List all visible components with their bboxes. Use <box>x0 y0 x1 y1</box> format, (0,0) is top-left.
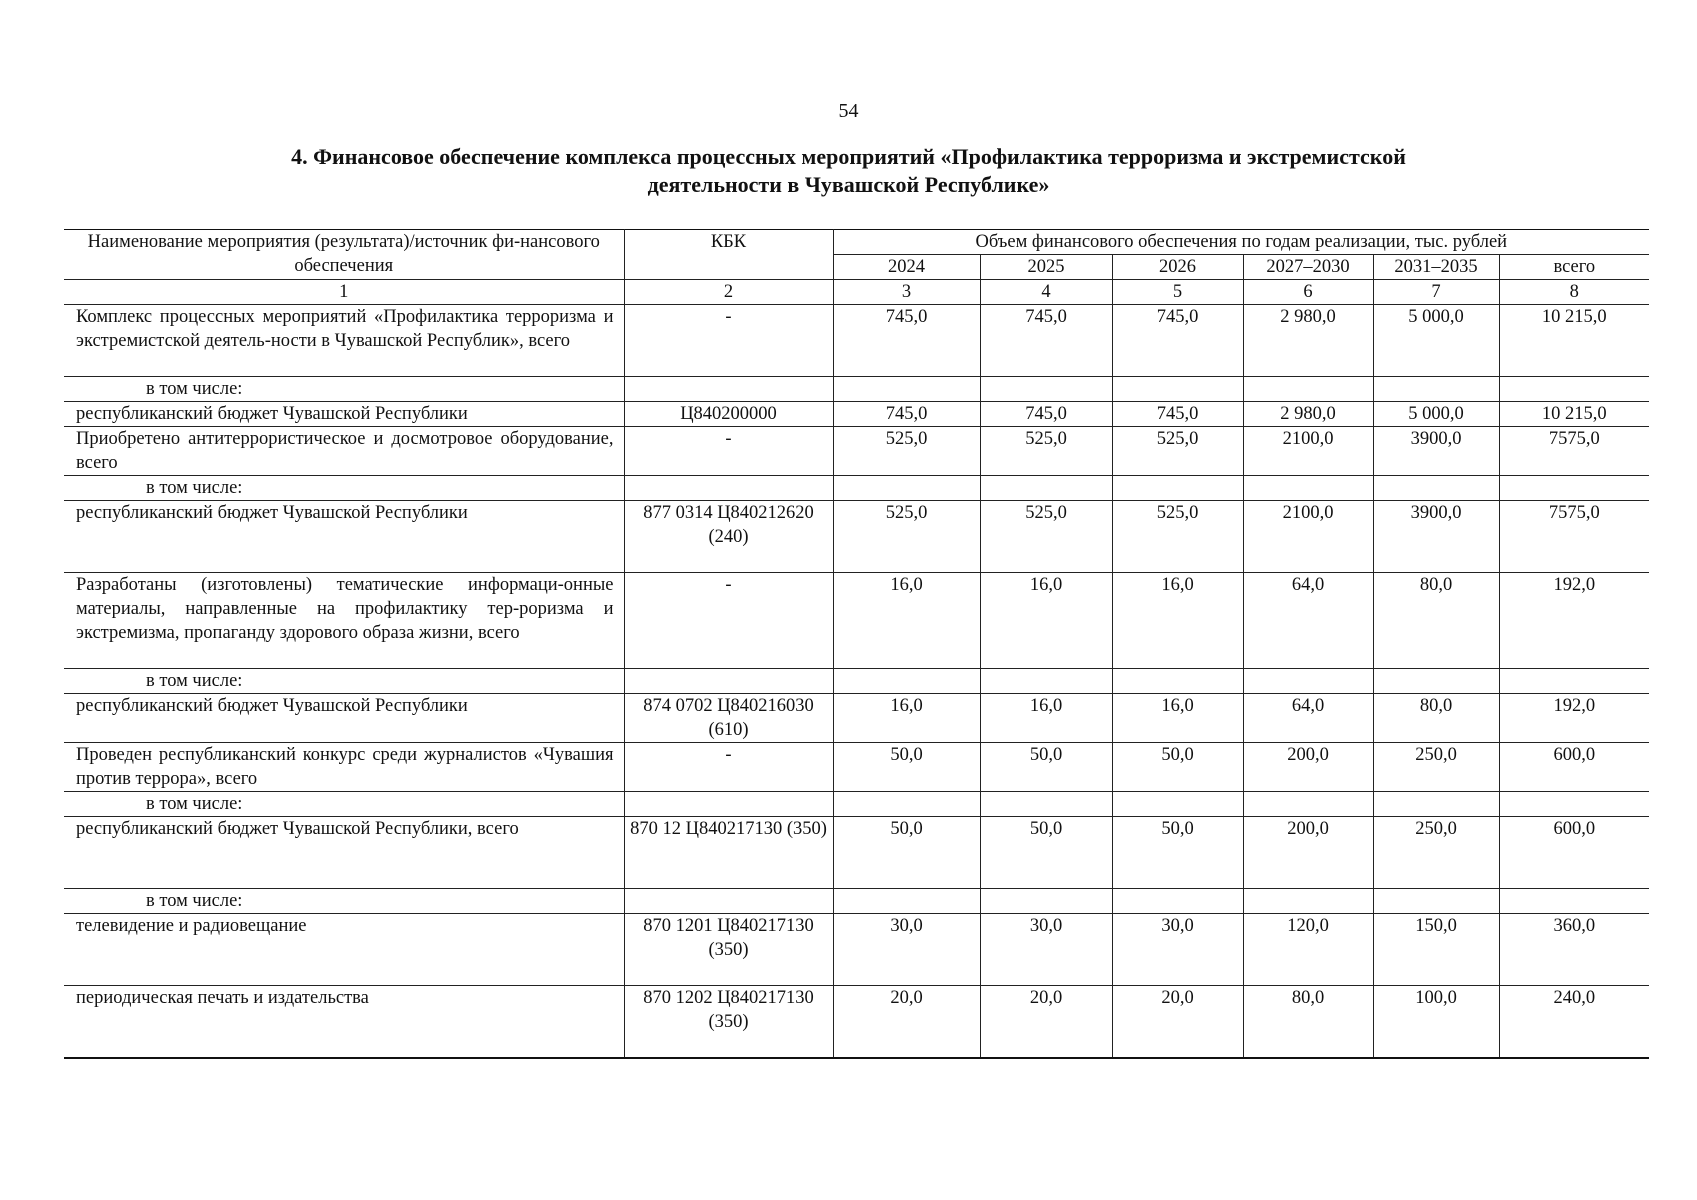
row-name: телевидение и радиовещание <box>64 914 624 986</box>
row-value: 3900,0 <box>1373 501 1499 573</box>
row-value <box>1373 377 1499 402</box>
row-value: 745,0 <box>980 402 1112 427</box>
row-value: 30,0 <box>833 914 980 986</box>
row-value: 192,0 <box>1499 694 1649 743</box>
row-value: 5 000,0 <box>1373 402 1499 427</box>
row-value: 525,0 <box>833 501 980 573</box>
table-row <box>64 889 1649 914</box>
row-value: 525,0 <box>1112 501 1243 573</box>
row-value <box>1373 669 1499 694</box>
row-value <box>1499 377 1649 402</box>
row-value: 2 980,0 <box>1243 402 1373 427</box>
header-year: 2024 <box>833 255 980 280</box>
row-value <box>980 889 1112 914</box>
document-title <box>100 143 1597 199</box>
row-subheading: в том числе: <box>64 377 624 402</box>
column-number: 7 <box>1373 280 1499 305</box>
row-kbk <box>624 792 833 817</box>
column-number: 2 <box>624 280 833 305</box>
row-value: 200,0 <box>1243 817 1373 889</box>
table-row <box>64 427 1649 476</box>
row-value <box>980 476 1112 501</box>
row-kbk <box>624 669 833 694</box>
table-row <box>64 573 1649 669</box>
row-value: 120,0 <box>1243 914 1373 986</box>
row-value <box>1243 792 1373 817</box>
row-kbk: 870 1201 Ц840217130 (350) <box>624 914 833 986</box>
column-number: 5 <box>1112 280 1243 305</box>
row-value <box>1112 889 1243 914</box>
row-value <box>1373 889 1499 914</box>
row-value: 64,0 <box>1243 573 1373 669</box>
row-value: 10 215,0 <box>1499 402 1649 427</box>
row-value: 192,0 <box>1499 573 1649 669</box>
row-value: 525,0 <box>980 427 1112 476</box>
row-name: республиканский бюджет Чувашской Республики <box>64 501 624 573</box>
table-row <box>64 501 1649 573</box>
table-row <box>64 402 1649 427</box>
row-name: Разработаны (изготовлены) тематические информаци-онные материалы, направленные на профилактику тер-роризма и экстремизма, пропаганду здорового образа жизни, всего <box>64 573 624 669</box>
row-subheading: в том числе: <box>64 792 624 817</box>
row-value <box>1112 792 1243 817</box>
column-number: 6 <box>1243 280 1373 305</box>
row-value <box>833 792 980 817</box>
row-value: 80,0 <box>1243 986 1373 1058</box>
header-year: 2025 <box>980 255 1112 280</box>
row-subheading: в том числе: <box>64 889 624 914</box>
row-value <box>1243 889 1373 914</box>
row-value <box>1112 669 1243 694</box>
row-value <box>1243 377 1373 402</box>
table-row <box>64 914 1649 986</box>
row-kbk: 870 1202 Ц840217130 (350) <box>624 986 833 1058</box>
row-value: 16,0 <box>980 573 1112 669</box>
page-number: 54 <box>838 100 859 122</box>
row-kbk: - <box>624 573 833 669</box>
header-volume: Объем финансового обеспечения по годам реализации, тыс. рублей <box>833 230 1649 255</box>
table-row <box>64 305 1649 377</box>
row-value: 80,0 <box>1373 694 1499 743</box>
row-value: 50,0 <box>1112 743 1243 792</box>
table-row <box>64 694 1649 743</box>
row-name: Проведен республиканский конкурс среди журналистов «Чувашия против террора», всего <box>64 743 624 792</box>
table-row <box>64 792 1649 817</box>
row-value: 745,0 <box>833 402 980 427</box>
title-line-1: 4. Финансовое обеспечение комплекса процессных мероприятий «Профилактика терроризма и экстремистской <box>291 144 1406 169</box>
row-value: 3900,0 <box>1373 427 1499 476</box>
row-value: 50,0 <box>833 743 980 792</box>
row-value: 7575,0 <box>1499 501 1649 573</box>
header-name: Наименование мероприятия (результата)/источник фи-нансового обеспечения <box>64 230 624 280</box>
row-name: Комплекс процессных мероприятий «Профилактика терроризма и экстремистской деятель-ности в Чувашской Республик», всего <box>64 305 624 377</box>
row-value: 525,0 <box>980 501 1112 573</box>
column-number: 1 <box>64 280 624 305</box>
row-value: 20,0 <box>980 986 1112 1058</box>
row-value: 525,0 <box>833 427 980 476</box>
table-body <box>64 305 1649 1058</box>
column-number: 3 <box>833 280 980 305</box>
header-year: 2031–2035 <box>1373 255 1499 280</box>
row-value: 360,0 <box>1499 914 1649 986</box>
row-value: 16,0 <box>1112 573 1243 669</box>
row-value: 20,0 <box>833 986 980 1058</box>
row-value: 64,0 <box>1243 694 1373 743</box>
row-value: 600,0 <box>1499 743 1649 792</box>
table-row <box>64 817 1649 889</box>
row-value <box>1243 476 1373 501</box>
row-kbk: 874 0702 Ц840216030 (610) <box>624 694 833 743</box>
table-row <box>64 476 1649 501</box>
row-kbk <box>624 889 833 914</box>
row-kbk: 877 0314 Ц840212620 (240) <box>624 501 833 573</box>
row-value <box>1499 476 1649 501</box>
row-value: 100,0 <box>1373 986 1499 1058</box>
row-value: 745,0 <box>980 305 1112 377</box>
row-value: 250,0 <box>1373 817 1499 889</box>
row-value: 600,0 <box>1499 817 1649 889</box>
row-value <box>833 377 980 402</box>
row-value: 5 000,0 <box>1373 305 1499 377</box>
row-value: 50,0 <box>833 817 980 889</box>
row-value: 2100,0 <box>1243 501 1373 573</box>
row-value <box>1112 476 1243 501</box>
row-value <box>1112 377 1243 402</box>
row-value: 525,0 <box>1112 427 1243 476</box>
row-value <box>833 889 980 914</box>
row-value: 50,0 <box>980 743 1112 792</box>
row-value: 7575,0 <box>1499 427 1649 476</box>
row-value: 16,0 <box>980 694 1112 743</box>
row-kbk: Ц840200000 <box>624 402 833 427</box>
row-value: 200,0 <box>1243 743 1373 792</box>
row-value <box>1499 669 1649 694</box>
row-name: Приобретено антитеррористическое и досмотровое оборудование, всего <box>64 427 624 476</box>
row-value <box>980 669 1112 694</box>
row-name: республиканский бюджет Чувашской Республики <box>64 694 624 743</box>
row-value <box>1499 792 1649 817</box>
column-number: 4 <box>980 280 1112 305</box>
row-value: 2 980,0 <box>1243 305 1373 377</box>
row-value: 20,0 <box>1112 986 1243 1058</box>
table-row <box>64 743 1649 792</box>
header-row-1 <box>64 230 1649 255</box>
header-year: 2027–2030 <box>1243 255 1373 280</box>
row-subheading: в том числе: <box>64 669 624 694</box>
row-kbk: - <box>624 427 833 476</box>
row-value: 16,0 <box>1112 694 1243 743</box>
header-year: всего <box>1499 255 1649 280</box>
column-number: 8 <box>1499 280 1649 305</box>
row-value: 16,0 <box>833 573 980 669</box>
row-value: 240,0 <box>1499 986 1649 1058</box>
row-value <box>1373 476 1499 501</box>
row-name: периодическая печать и издательства <box>64 986 624 1058</box>
row-value: 30,0 <box>1112 914 1243 986</box>
row-kbk <box>624 476 833 501</box>
row-value: 30,0 <box>980 914 1112 986</box>
row-value: 745,0 <box>1112 305 1243 377</box>
row-kbk: - <box>624 743 833 792</box>
row-kbk <box>624 377 833 402</box>
row-value: 250,0 <box>1373 743 1499 792</box>
table-row <box>64 986 1649 1058</box>
header-row-numbers <box>64 280 1649 305</box>
row-value: 745,0 <box>1112 402 1243 427</box>
row-value <box>1499 889 1649 914</box>
row-value: 16,0 <box>833 694 980 743</box>
row-name: республиканский бюджет Чувашской Республики, всего <box>64 817 624 889</box>
row-value <box>1243 669 1373 694</box>
row-value <box>833 476 980 501</box>
row-subheading: в том числе: <box>64 476 624 501</box>
row-value <box>980 377 1112 402</box>
row-value: 2100,0 <box>1243 427 1373 476</box>
header-kbk: КБК <box>624 230 833 280</box>
table-row <box>64 377 1649 402</box>
row-kbk: 870 12 Ц840217130 (350) <box>624 817 833 889</box>
financing-table <box>64 229 1649 1059</box>
table-row <box>64 669 1649 694</box>
row-kbk: - <box>624 305 833 377</box>
row-value: 50,0 <box>1112 817 1243 889</box>
row-value: 50,0 <box>980 817 1112 889</box>
row-name: республиканский бюджет Чувашской Республики <box>64 402 624 427</box>
row-value <box>833 669 980 694</box>
row-value: 80,0 <box>1373 573 1499 669</box>
header-year: 2026 <box>1112 255 1243 280</box>
row-value: 10 215,0 <box>1499 305 1649 377</box>
title-line-2: деятельности в Чувашской Республике» <box>647 172 1050 197</box>
row-value <box>980 792 1112 817</box>
row-value: 745,0 <box>833 305 980 377</box>
row-value: 150,0 <box>1373 914 1499 986</box>
row-value <box>1373 792 1499 817</box>
